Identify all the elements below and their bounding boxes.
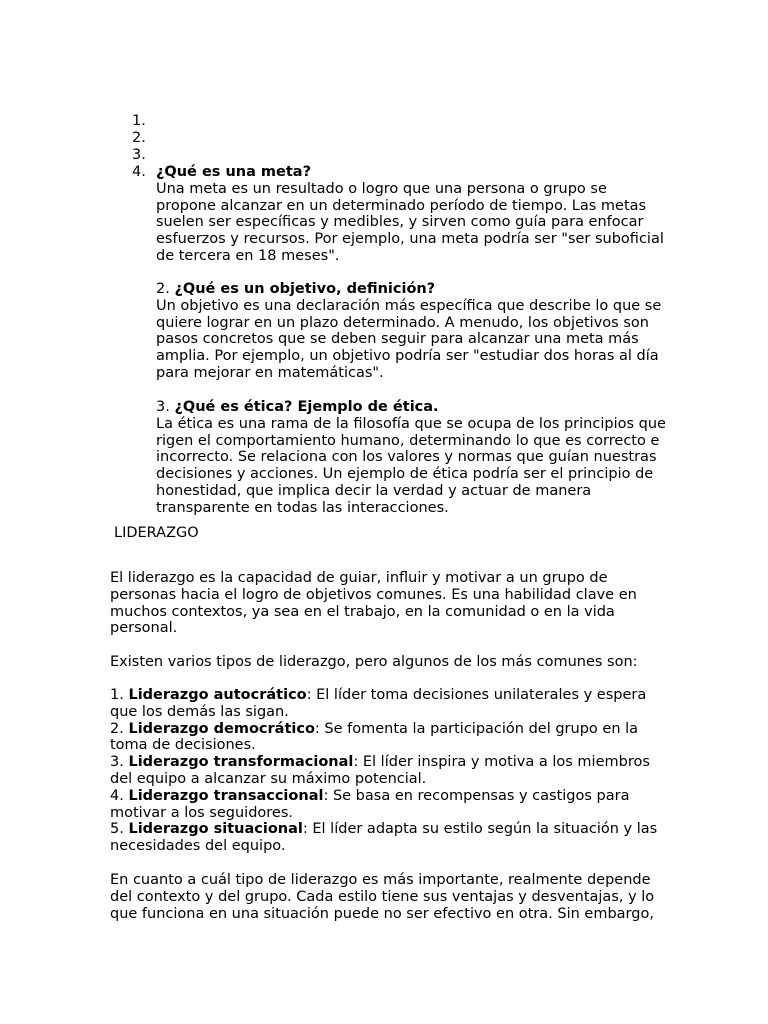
type-item-cont: toma de decisiones. — [110, 737, 256, 754]
list-number: 2. — [132, 130, 146, 146]
types-intro: Existen varios tipos de liderazgo, pero algunos de los más comunes son: — [110, 654, 638, 670]
type-desc: : Se basa en recompensas y castigos para — [323, 787, 630, 804]
etica-text-line: decisiones y acciones. Un ejemplo de ética podría ser el principio de — [156, 466, 654, 483]
etica-text-line: transparente en todas las interacciones. — [156, 499, 449, 516]
list-number: 1. — [132, 113, 146, 129]
section-title: LIDERAZGO — [114, 525, 199, 541]
objetivo-section — [156, 281, 676, 382]
closing-line: del contexto y del grupo. Cada estilo tiene sus ventajas y desventajas, y lo — [110, 888, 655, 905]
closing-line: que funciona en una situación puede no ser efectivo en otra. Sin embargo, — [110, 905, 654, 922]
intro-paragraph — [110, 570, 670, 637]
type-number: 1. — [110, 687, 129, 703]
meta-text-line: Una meta es un resultado o logro que una persona o grupo se — [156, 180, 607, 197]
type-number: 3. — [110, 754, 129, 771]
type-number: 2. — [110, 720, 129, 737]
objetivo-text-line: amplia. Por ejemplo, un objetivo podría ser "estudiar dos horas al día — [156, 348, 659, 365]
objetivo-number: 2. — [156, 281, 175, 297]
intro-line: personal. — [110, 620, 178, 637]
etica-heading-line — [156, 399, 676, 416]
type-name: Liderazgo situacional — [128, 821, 303, 838]
type-desc: : Se fomenta la participación del grupo en la — [314, 720, 639, 737]
etica-text-line: La ética es una rama de la filosofía que se ocupa de los principios que — [156, 415, 666, 432]
type-name: Liderazgo transformacional — [128, 754, 354, 771]
objetivo-text-line: para mejorar en matemáticas". — [156, 364, 384, 381]
objetivo-heading: ¿Qué es un objetivo, definición? — [174, 281, 436, 297]
type-item-cont: que los demás las sigan. — [110, 703, 289, 720]
type-desc: : El líder inspira y motiva a los miembros — [353, 754, 650, 771]
objetivo-text-line: pasos concretos que se deben seguir para alcanzar una meta más — [156, 331, 639, 348]
closing-line: En cuanto a cuál tipo de liderazgo es más importante, realmente depende — [110, 872, 651, 888]
meta-text-line: propone alcanzar en un determinado período de tiempo. Las metas — [156, 197, 647, 214]
etica-section — [156, 399, 676, 517]
etica-heading: ¿Qué es ética? Ejemplo de ética. — [174, 399, 439, 415]
type-item — [110, 788, 670, 805]
list-number: 3. — [132, 147, 146, 163]
meta-heading: ¿Qué es una meta? — [156, 164, 312, 180]
intro-line: El liderazgo es la capacidad de guiar, influir y motivar a un grupo de — [110, 570, 608, 586]
meta-text-line: esfuerzos y recursos. Por ejemplo, una meta podría ser "ser suboficial — [156, 231, 664, 248]
type-item-cont: necesidades del equipo. — [110, 838, 286, 855]
type-item — [110, 721, 670, 738]
type-number: 5. — [110, 821, 129, 838]
list-number: 4. — [132, 164, 146, 180]
closing-paragraph — [110, 872, 670, 922]
etica-text-line: honestidad, que implica decir la verdad y actuar de manera — [156, 482, 592, 499]
type-item — [110, 821, 670, 838]
intro-line: muchos contextos, ya sea en el trabajo, en la comunidad o en la vida — [110, 603, 615, 620]
meta-section — [156, 164, 676, 265]
meta-text-line: de tercera en 18 meses". — [156, 247, 340, 264]
type-name: Liderazgo democrático — [128, 720, 315, 737]
type-item — [110, 754, 670, 771]
objetivo-text-line: quiere lograr en un plazo determinado. A menudo, los objetivos son — [156, 314, 649, 331]
etica-text-line: incorrecto. Se relaciona con los valores y normas que guían nuestras — [156, 449, 657, 466]
type-item-cont: del equipo a alcanzar su máximo potencial. — [110, 770, 427, 787]
etica-text-line: rigen el comportamiento humano, determinando lo que es correcto e — [156, 432, 660, 449]
type-name: Liderazgo transaccional — [128, 787, 324, 804]
objetivo-text-line: Un objetivo es una declaración más específica que describe lo que se — [156, 297, 662, 314]
meta-text-line: suelen ser específicas y medibles, y sirven como guía para enfocar — [156, 214, 644, 231]
intro-line: personas hacia el logro de objetivos comunes. Es una habilidad clave en — [110, 586, 637, 603]
type-item — [110, 687, 670, 704]
type-number: 4. — [110, 787, 129, 804]
leadership-types-list — [110, 687, 670, 855]
objetivo-heading-line — [156, 281, 676, 298]
type-desc: : El líder adapta su estilo según la situación y las — [302, 821, 658, 838]
etica-number: 3. — [156, 399, 175, 415]
type-item-cont: motivar a los seguidores. — [110, 804, 294, 821]
type-name: Liderazgo autocrático — [128, 687, 307, 703]
type-desc: : El líder toma decisiones unilaterales y espera — [306, 687, 647, 703]
